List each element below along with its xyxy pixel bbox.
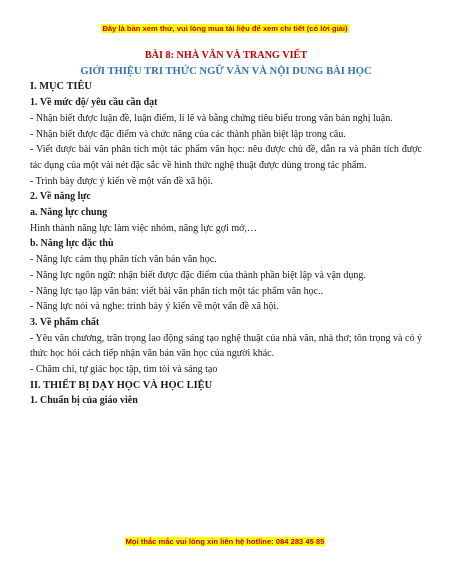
section-1-heading: I. MỤC TIÊU — [30, 81, 92, 93]
competence-item: - Năng lực nói và nghe: trình bày ý kiến về một vấn đề xã hội. — [30, 301, 279, 313]
subsection-2-1-heading: 1. Chuẩn bị của giáo viên — [30, 395, 138, 407]
hotline-notice-text: Mọi thắc mắc vui lòng xin liên hệ hotline: 084 283 45 85 — [125, 537, 325, 546]
quality-item: - Chăm chỉ, tự giác học tập, tìm tòi và sáng tạo — [30, 364, 218, 376]
hotline-notice-banner — [0, 537, 450, 546]
lesson-subtitle: GIỚI THIỆU TRI THỨC NGỮ VĂN VÀ NỘI DUNG BÀI HỌC — [80, 65, 372, 77]
subsection-1-2-heading: 2. Về năng lực — [30, 191, 91, 203]
objective-item: - Nhận biết được đặc điểm và chức năng của các thành phần biệt lập trong câu. — [30, 128, 346, 140]
subsection-1-3-heading: 3. Về phẩm chất — [30, 316, 100, 328]
competence-item: - Năng lực cảm thụ phân tích văn bản văn học. — [30, 254, 217, 266]
section-2-heading: II. THIẾT BỊ DẠY HỌC VÀ HỌC LIỆU — [30, 379, 213, 391]
objective-item: - Trình bày được ý kiến về một vấn đề xã hội. — [30, 175, 213, 187]
lesson-title: BÀI 8: NHÀ VĂN VÀ TRANG VIẾT — [144, 50, 308, 61]
subsection-1-1-heading: 1. Về mức độ/ yêu cầu cần đạt — [30, 97, 158, 109]
quality-item: - Yêu văn chương, trân trọng lao động sáng tạo nghệ thuật của nhà văn, nhà thơ; tôn trọng và có ý thức học hỏi cách tiếp nhận văn bản văn học của người khác. — [30, 332, 422, 360]
competence-item: - Năng lực tạo lập văn bản: viết bài văn phân tích một tác phẩm văn học.. — [30, 285, 324, 297]
document-body — [30, 48, 422, 409]
objective-item: - Viết được bài văn phân tích một tác phẩm văn học: nêu được chủ đề, dẫn ra và phân tích được tác dụng của một vài nét đặc sắc về hình thức nghệ thuật được dùng trong tác phẩm. — [30, 144, 422, 171]
specific-competence-heading: b. Năng lực đặc thù — [30, 238, 114, 250]
preview-notice-text: Đây là bản xem thử, vui lòng mua tài liệu để xem chi tiết (có lời giải) — [102, 24, 348, 33]
competence-item: - Năng lực ngôn ngữ: nhận biết được đặc điểm của thành phần biệt lập và vận dụng. — [30, 269, 366, 281]
objective-item: - Nhận biết được luận đề, luận điểm, lí lẽ và bằng chứng tiêu biểu trong văn bản nghị luận. — [30, 112, 393, 124]
general-competence-heading: a. Năng lực chung — [30, 207, 108, 219]
general-competence-text: Hình thành năng lực làm việc nhóm, năng lực gợi mở,… — [30, 222, 257, 234]
preview-notice-banner — [0, 24, 450, 33]
